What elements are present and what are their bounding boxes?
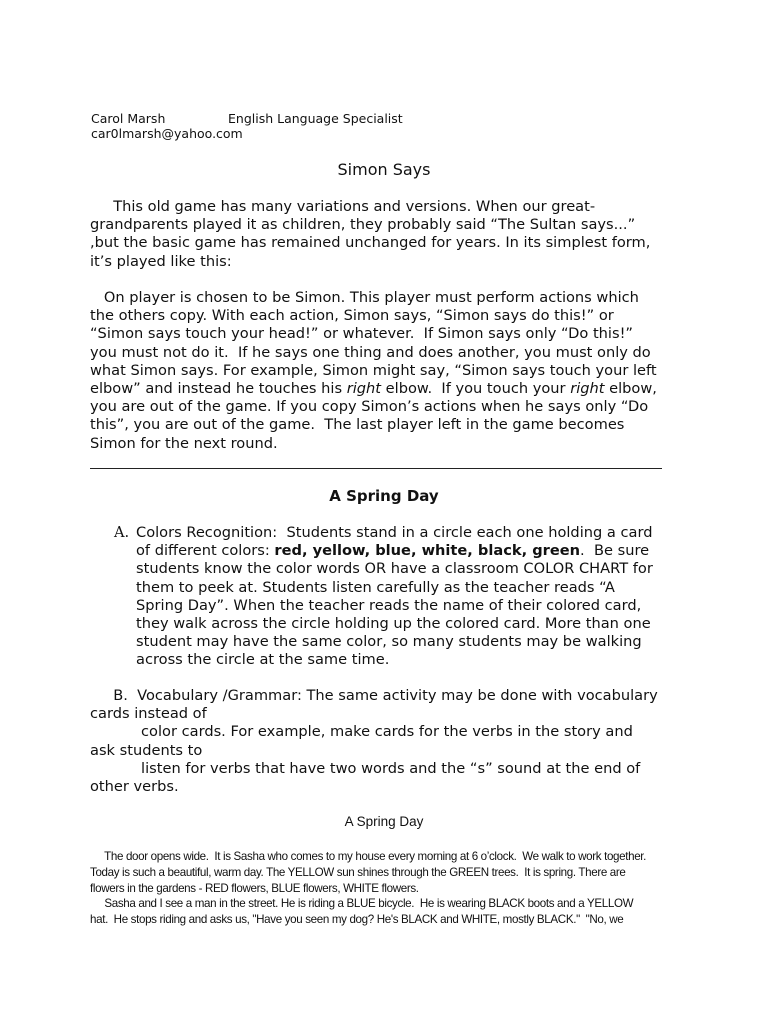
- list-line: ask students to: [90, 741, 203, 759]
- list-item-colors: [90, 524, 690, 670]
- simon-intro-paragraph: [90, 198, 680, 271]
- paragraph-line: grandparents played it as children, they probably said “The Sultan says...”: [90, 216, 636, 234]
- story-line: The door opens wide. It is Sasha who comes to my house every morning at 6 o’clock. We walk to work together.: [90, 850, 647, 863]
- text-run: . Be sure: [580, 542, 650, 560]
- paragraph-line: what Simon says. For example, Simon might say, “Simon says touch your left: [90, 361, 657, 379]
- emphasis-right: right: [346, 380, 382, 398]
- paragraph-line: Simon for the next round.: [90, 434, 278, 452]
- list-line: listen for verbs that have two words and the “s” sound at the end of: [90, 759, 641, 777]
- story-line: flowers in the gardens - RED flowers, BLUE flowers, WHITE flowers.: [90, 881, 419, 895]
- horizontal-divider: [90, 468, 662, 469]
- author-name: Carol Marsh: [91, 111, 166, 126]
- header-line: [91, 111, 403, 126]
- list-line: them to peek at. Students listen carefully as the teacher reads “A: [136, 578, 615, 596]
- story-text: [90, 849, 690, 928]
- text-run: elbow” and instead he touches his: [90, 380, 347, 398]
- list-line: across the circle at the same time.: [136, 651, 390, 669]
- story-line: Sasha and I see a man in the street. He is riding a BLUE bicycle. He is wearing BLACK boots and a YELLOW: [90, 897, 634, 911]
- color-words: red, yellow, blue, white, black, green: [274, 542, 581, 560]
- list-line: [136, 542, 690, 560]
- list-line: student may have the same color, so many students may be walking: [136, 633, 642, 651]
- list-line: Spring Day”. When the teacher reads the name of their colored card,: [136, 596, 642, 614]
- text-run: elbow. If you touch your: [381, 380, 571, 398]
- paragraph-line: you must not do it. If he says one thing and does another, you must only do: [90, 343, 651, 361]
- list-marker-a: A.: [114, 524, 130, 541]
- paragraph-line: This old game has many variations and versions. When our great-: [90, 198, 596, 215]
- author-role: English Language Specialist: [228, 111, 403, 126]
- paragraph-line: this”, you are out of the game. The last player left in the game becomes: [90, 416, 625, 434]
- text-run: elbow,: [604, 380, 657, 398]
- story-line: Today is such a beautiful, warm day. The YELLOW sun shines through the GREEN trees. It is spring. There are: [90, 865, 626, 879]
- text-run: of different colors:: [136, 542, 275, 560]
- simon-rules-paragraph: [90, 289, 680, 453]
- author-email: car0lmarsh@yahoo.com: [91, 126, 243, 141]
- paragraph-line: it’s played like this:: [90, 252, 232, 270]
- paragraph-line: [90, 380, 680, 398]
- list-line: B. Vocabulary /Grammar: The same activity may be done with vocabulary: [90, 687, 658, 704]
- list-line: they walk across the circle holding up the colored card. More than one: [136, 615, 651, 633]
- emphasis-right: right: [570, 380, 605, 398]
- list-line: students know the color words OR have a classroom COLOR CHART for: [136, 560, 653, 578]
- document-header: [91, 111, 403, 141]
- paragraph-line: On player is chosen to be Simon. This player must perform actions which: [90, 289, 639, 306]
- list-line: Colors Recognition: Students stand in a circle each one holding a card: [136, 524, 653, 541]
- paragraph-line: “Simon says touch your head!” or whatever. If Simon says only “Do this!”: [90, 325, 633, 343]
- simon-says-title: Simon Says: [337, 160, 431, 179]
- list-line: color cards. For example, make cards for the verbs in the story and: [90, 723, 633, 741]
- list-item-vocabulary: [90, 687, 690, 796]
- spring-day-title: A Spring Day: [329, 487, 439, 505]
- paragraph-line: ,but the basic game has remained unchanged for years. In its simplest form,: [90, 234, 651, 252]
- paragraph-line: you are out of the game. If you copy Simon’s actions when he says only “Do: [90, 398, 649, 416]
- story-line: hat. He stops riding and asks us, "Have you seen my dog? He's BLACK and WHITE, mostly BLACK." "No, we: [90, 913, 624, 927]
- list-line: cards instead of: [90, 705, 207, 723]
- paragraph-line: the others copy. With each action, Simon says, “Simon says do this!” or: [90, 307, 614, 325]
- list-line: other verbs.: [90, 778, 179, 796]
- story-title: A Spring Day: [344, 814, 424, 829]
